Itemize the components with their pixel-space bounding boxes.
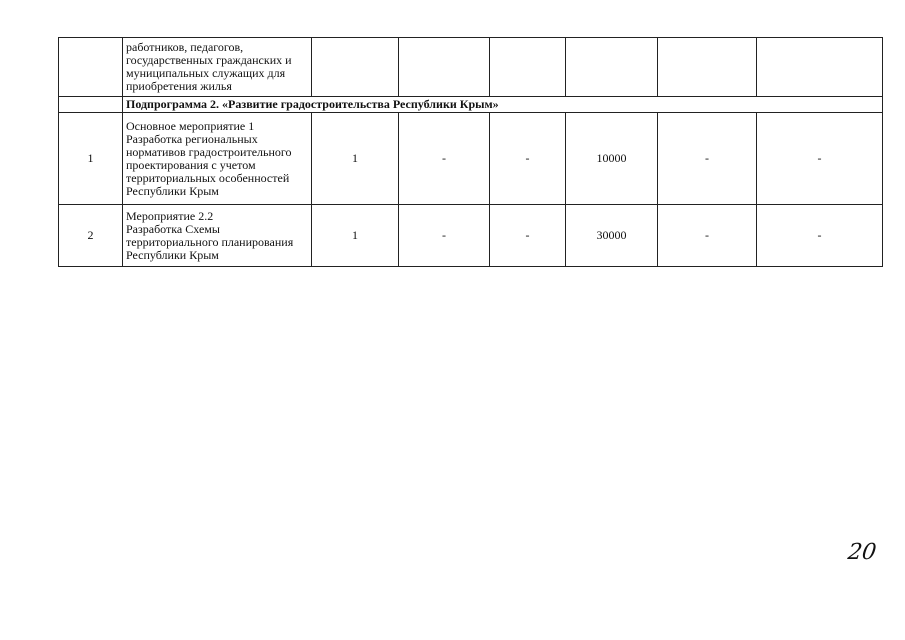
description-line: Разработка Схемы — [126, 221, 220, 236]
cell-col1: 1 — [312, 113, 399, 205]
description-line: приобретения жилья — [126, 79, 232, 93]
description-line: работников, педагогов, — [126, 40, 244, 54]
description-line: государственных гражданских и — [126, 53, 292, 67]
row-description — [123, 113, 312, 205]
description-line: Разработка региональных — [126, 131, 258, 146]
cell-col4 — [566, 38, 658, 97]
description-line: Мероприятие 2.2 — [126, 208, 214, 223]
description-line: муниципальных служащих для — [126, 66, 286, 80]
section-title: Подпрограмма 2. «Развитие градостроительства Республики Крым» — [123, 97, 883, 113]
row-description — [123, 38, 312, 97]
cell-col3: - — [490, 113, 566, 205]
cell-col5: - — [658, 113, 757, 205]
table-row-continuation — [59, 38, 883, 97]
description-line: территориального планирования — [126, 234, 294, 249]
table-row — [59, 113, 883, 205]
description-line: проектирования с учетом — [126, 157, 256, 172]
row-number — [59, 38, 123, 97]
cell-col5 — [658, 38, 757, 97]
description-line: Республики Крым — [126, 247, 219, 262]
description-line: нормативов градостроительного — [126, 144, 292, 159]
cell-col6 — [757, 38, 883, 97]
cell-col2: - — [399, 205, 490, 267]
section-number-cell — [59, 97, 123, 113]
row-number: 1 — [59, 113, 123, 205]
cell-col6: - — [757, 205, 883, 267]
cell-col2 — [399, 38, 490, 97]
description-line: Республики Крым — [126, 183, 219, 198]
cell-col2: - — [399, 113, 490, 205]
description-line: территориальных особенностей — [126, 170, 290, 185]
section-header-row — [59, 97, 883, 113]
description-line: Основное мероприятие 1 — [126, 118, 255, 133]
row-description — [123, 205, 312, 267]
cell-col1: 1 — [312, 205, 399, 267]
cell-col4: 30000 — [566, 205, 658, 267]
document-table — [58, 37, 883, 267]
table-row — [59, 205, 883, 267]
cell-col4: 10000 — [566, 113, 658, 205]
cell-col5: - — [658, 205, 757, 267]
cell-col1 — [312, 38, 399, 97]
row-number: 2 — [59, 205, 123, 267]
cell-col3 — [490, 38, 566, 97]
cell-col3: - — [490, 205, 566, 267]
page-number: 20 — [846, 540, 878, 565]
cell-col6: - — [757, 113, 883, 205]
